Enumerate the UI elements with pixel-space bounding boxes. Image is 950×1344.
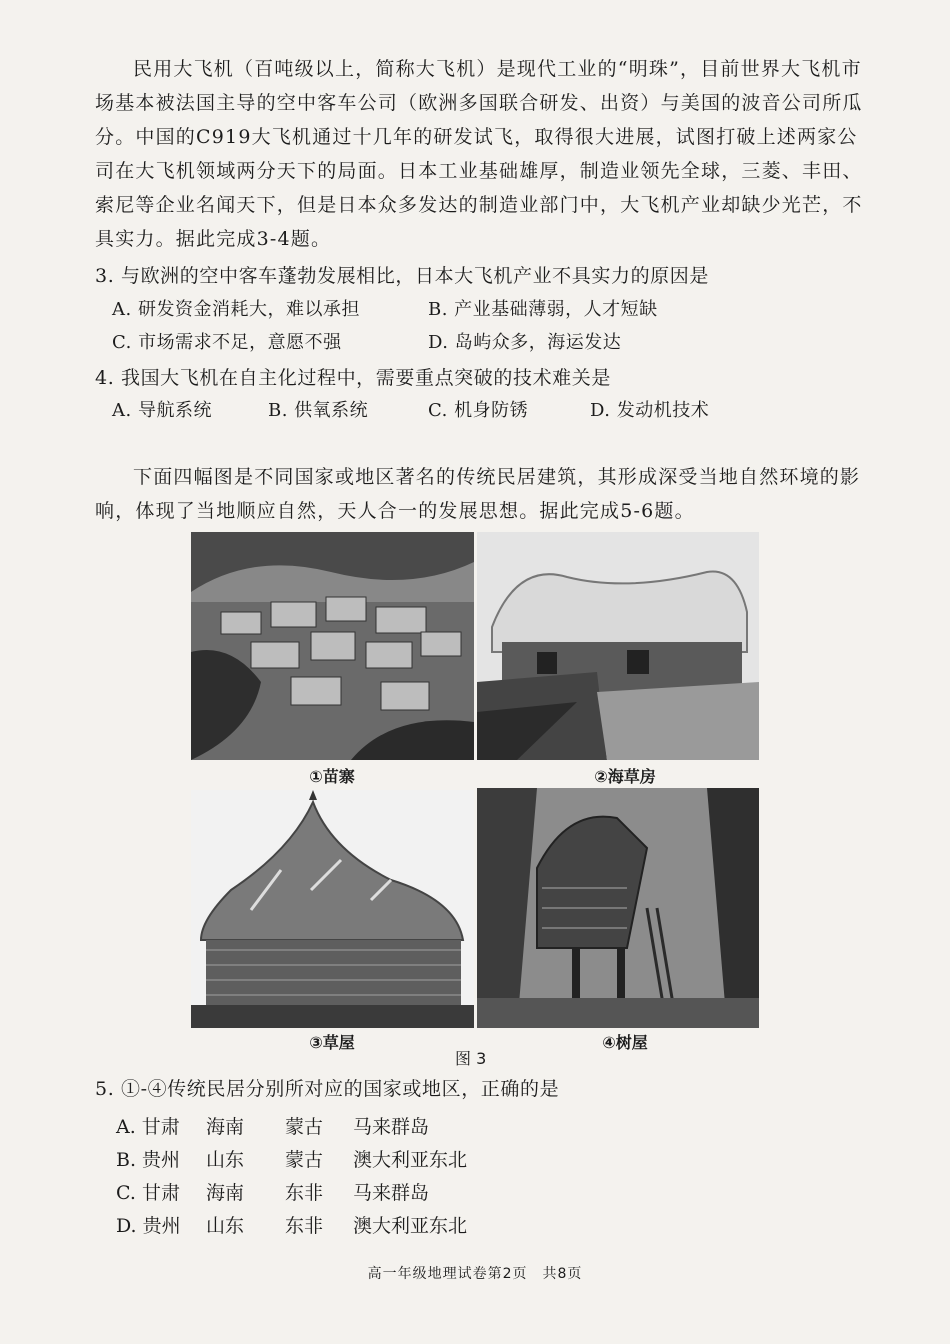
q5-a-col2: 海南 [206,1116,245,1138]
q4-option-b: B. 供氧系统 [268,400,369,421]
q4-option-c: C. 机身防锈 [428,400,529,421]
q4-option-d: D. 发动机技术 [590,400,710,421]
question-5-stem: 5. ①-④传统民居分别所对应的国家或地区，正确的是 [95,1078,560,1100]
q5-b-col2: 山东 [206,1149,245,1171]
intro-passage-dwellings [95,460,865,528]
q5-option-a: A. 甘肃 [116,1116,180,1138]
caption-3: ③草屋 [309,1033,355,1052]
q4-option-a: A. 导航系统 [112,400,212,421]
question-4-stem: 4. 我国大飞机在自主化过程中，需要重点突破的技术难关是 [95,367,611,389]
tree-house-image [477,788,759,1028]
figure-label: 图 3 [455,1049,487,1068]
intro-text: 民用大飞机（百吨级以上，简称大飞机）是现代工业的“明珠”，目前世界大飞机市场基本被法国主导的空中客车公司（欧洲多国联合研发、出资）与美国的波音公司所瓜分。中国的C919大飞机通过十几年的研发试飞，取得很大进展，试图打破上述两家公司在大飞机领域两分天下的局面。日本工业基础雄厚，制造业领先全球，三菱、丰田、索尼等企业名闻天下，但是日本众多发达的制造业部门中，大飞机产业却缺少光芒，不具实力。据此完成3-4题。 [95,58,863,250]
q5-option-d: D. 贵州 [116,1215,181,1237]
q3-option-d: D. 岛屿众多，海运发达 [428,332,622,353]
miao-village-image [191,532,474,760]
intro2-text: 下面四幅图是不同国家或地区著名的传统民居建筑，其形成深受当地自然环境的影响，体现了当地顺应自然，天人合一的发展思想。据此完成5-6题。 [95,466,861,522]
photo-tree-house [477,788,759,1028]
q5-c-col3: 东非 [285,1182,324,1204]
page-footer: 高一年级地理试卷第2页 共8页 [367,1266,583,1282]
caption-4: ④树屋 [602,1033,648,1052]
q5-c-col4: 马来群岛 [353,1182,430,1204]
q5-b-col3: 蒙古 [285,1149,324,1171]
q5-a-col3: 蒙古 [285,1116,324,1138]
question-3-stem: 3. 与欧洲的空中客车蓬勃发展相比，日本大飞机产业不具实力的原因是 [95,265,709,287]
q5-option-b: B. 贵州 [116,1149,181,1171]
q5-b-col4: 澳大利亚东北 [353,1149,468,1171]
thatched-hut-image [191,790,474,1028]
q5-a-col4: 马来群岛 [353,1116,430,1138]
photo-thatched-hut [191,790,474,1028]
q3-option-c: C. 市场需求不足，意愿不强 [112,332,342,353]
q5-c-col2: 海南 [206,1182,245,1204]
photo-miao-village [191,532,474,760]
intro-passage-aircraft [95,52,865,256]
q5-d-col2: 山东 [206,1215,245,1237]
q5-d-col3: 东非 [285,1215,324,1237]
seaweed-house-image [477,532,759,760]
q5-d-col4: 澳大利亚东北 [353,1215,468,1237]
q3-option-a: A. 研发资金消耗大，难以承担 [112,299,360,320]
q5-option-c: C. 甘肃 [116,1182,180,1204]
caption-2: ②海草房 [594,767,656,786]
photo-seaweed-house [477,532,759,760]
caption-1: ①苗寨 [309,767,355,786]
q3-option-b: B. 产业基础薄弱，人才短缺 [428,299,658,320]
